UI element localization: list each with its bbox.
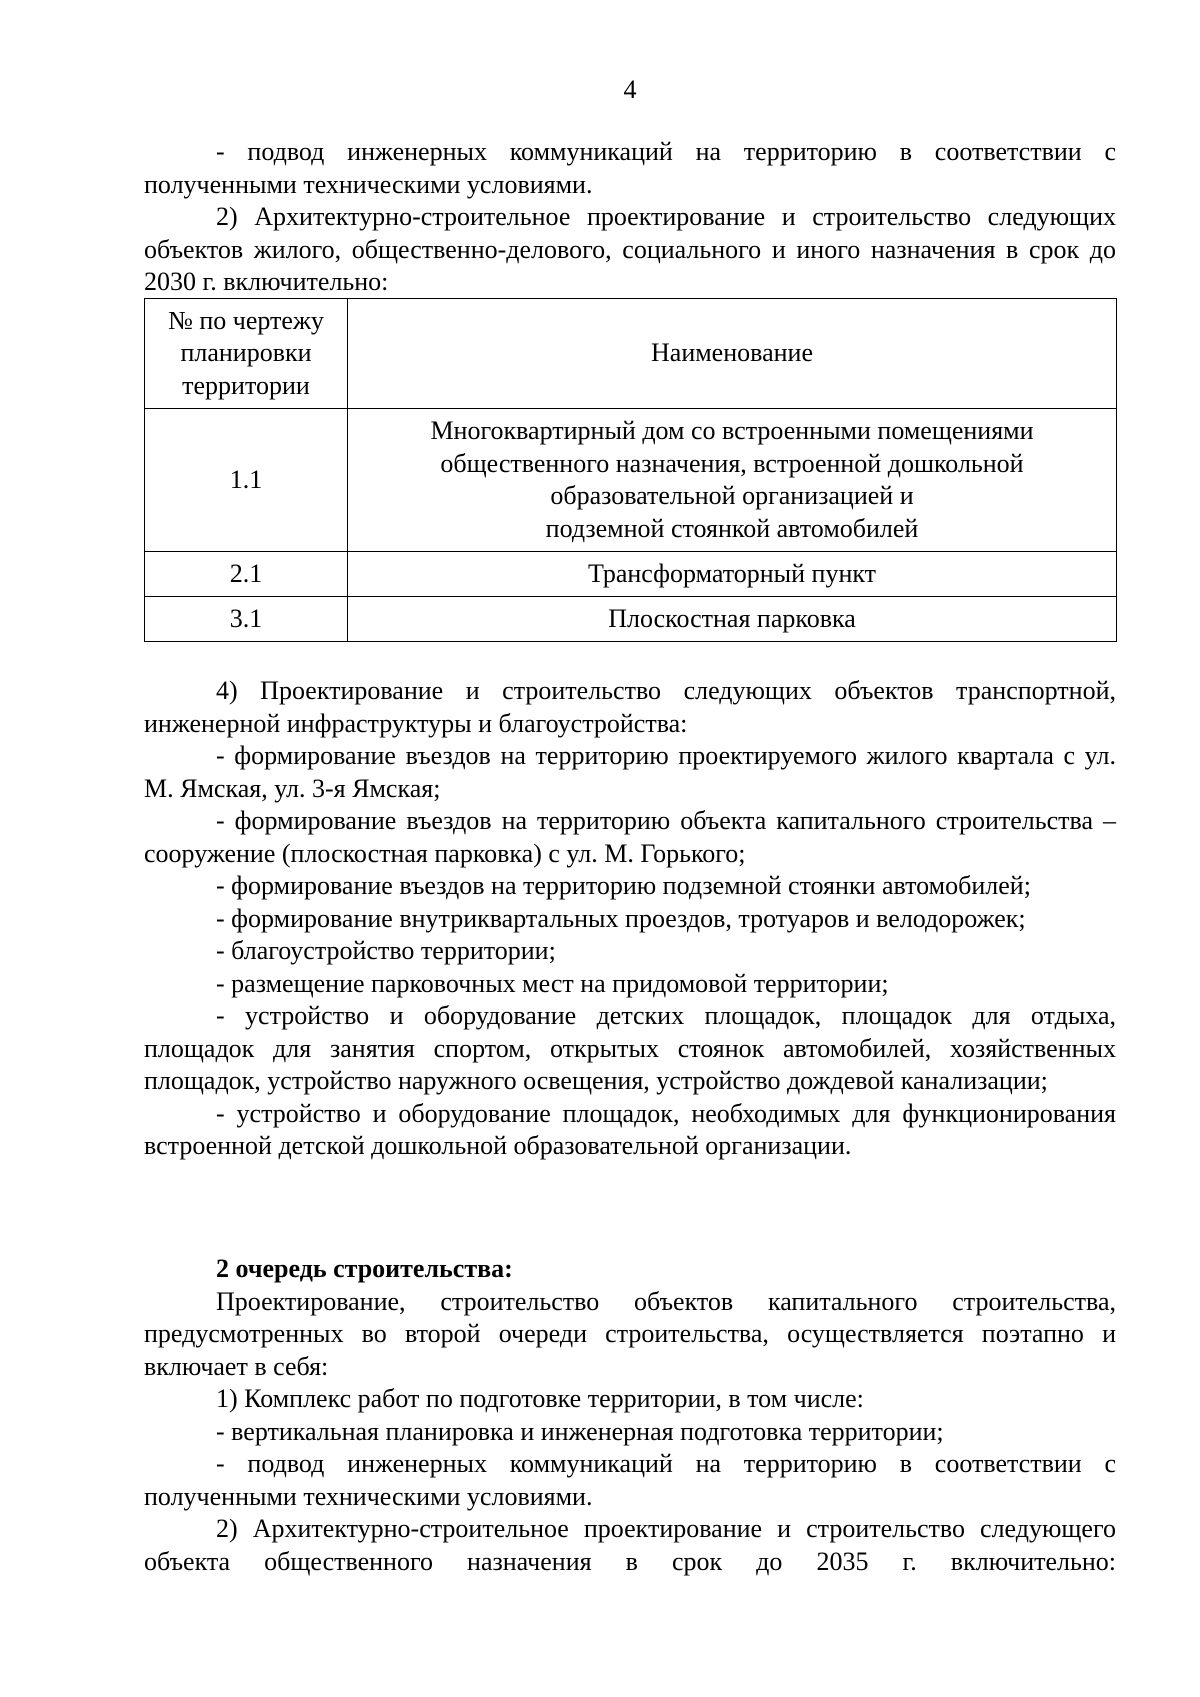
list-item: - формирование въездов на территорию проектируемого жилого квартала с ул. М. Ямская, ул. 3-я Ямская; [144,741,1116,803]
intro-text [144,136,1116,299]
list-item: - формирование въездов на территорию объекта капитального строительства – сооружение (плоскостная парковка) с ул. М. Горького; [144,806,1116,868]
table-row [145,597,1117,642]
list-item: - благоустройство территории; [216,936,556,965]
table-row [145,552,1117,597]
list-item: - формирование въездов на территорию подземной стоянки автомобилей; [216,871,1031,900]
objects-table [144,298,1117,642]
page-number: 4 [623,75,637,104]
column-header-name: Наименование [348,299,1117,409]
list-item: - формирование внутриквартальных проездов, тротуаров и велодорожек; [216,903,1026,933]
list-item: - размещение парковочных мест на придомовой территории; [216,968,889,998]
row-number: 2.1 [145,552,348,597]
paragraph: Проектирование, строительство объектов капитального строительства, предусмотренных во второй очереди строительства, осуществляется поэтапно и включает в себя: [144,1286,1116,1381]
paragraph: 4) Проектирование и строительство следующих объектов транспортной, инженерной инфраструктуры и благоустройства: [144,676,1116,738]
row-name: Трансформаторный пункт [348,552,1117,597]
paragraph: - подвод инженерных коммуникаций на территорию в соответствии с полученными техническими условиями. [144,137,1116,199]
section-2 [144,1253,1116,1578]
table-row [145,409,1117,552]
row-name: Плоскостная парковка [348,597,1117,642]
table-header-row [145,299,1117,409]
paragraph: 1) Комплекс работ по подготовке территории, в том числе: [216,1384,864,1413]
paragraph: 2) Архитектурно-строительное проектирование и строительство следующих объектов жилого, общественно-делового, социального и иного назначения в срок до 2030 г. включительно: [144,202,1116,296]
list-item: - устройство и оборудование детских площадок, площадок для отдыха, площадок для занятия спортом, открытых стоянок автомобилей, хозяйственных площадок, устройство наружного освещения, устройство дождевой канализации; [144,1001,1116,1095]
row-name: Многоквартирный дом со встроенными помещениями общественного назначения, встроенной дошкольной образовательной организацией и подземной стоянкой автомобилей [348,409,1117,552]
paragraph: 2) Архитектурно-строительное проектирование и строительство следующего объекта общественного назначения в срок до 2035 г. включительно: [144,1514,1116,1576]
row-number: 3.1 [145,597,348,642]
list-item: - устройство и оборудование площадок, необходимых для функционирования встроенной детской дошкольной образовательной организации. [144,1098,1116,1160]
row-number: 1.1 [145,409,348,552]
list-item: - подвод инженерных коммуникаций на территорию в соответствии с полученными техническими условиями. [144,1449,1116,1511]
column-header-number: № по чертежу планировки территории [145,299,348,409]
section-heading: 2 очередь строительства: [216,1254,513,1283]
list-item: - вертикальная планировка и инженерная подготовка территории; [216,1416,944,1446]
infrastructure-list [144,675,1116,1163]
